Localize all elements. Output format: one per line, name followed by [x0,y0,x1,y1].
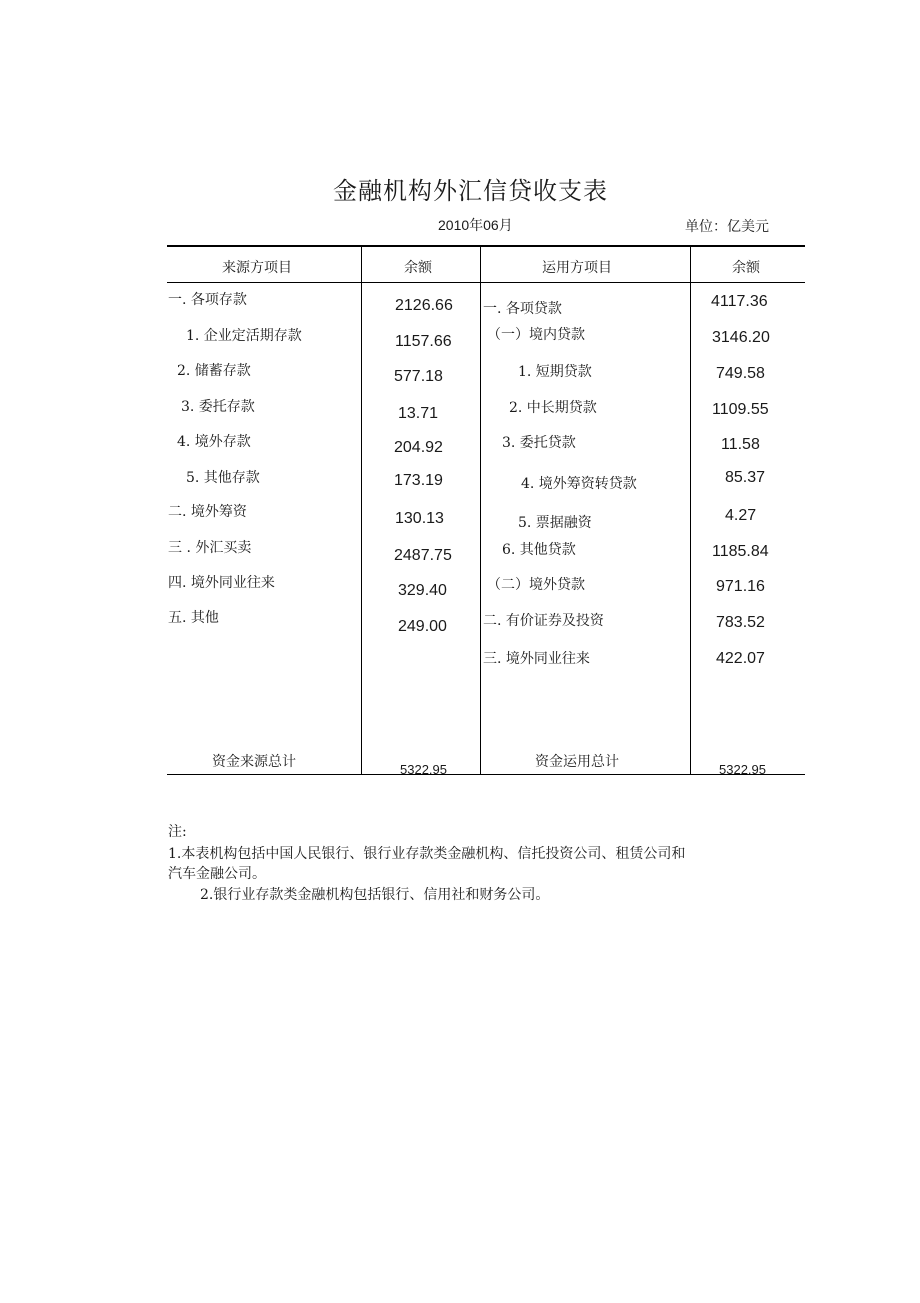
header-source-item: 来源方项目 [222,260,292,276]
source-item-label: 四. 境外同业往来 [168,575,275,591]
use-item-value: 749.58 [716,365,765,382]
header-source-balance: 余额 [404,260,432,276]
column-divider-2 [480,246,481,775]
use-item-label: 二. 有价证券及投资 [483,613,604,629]
use-item-value: 3146.20 [712,329,770,346]
use-item-label: 5. 票据融资 [518,515,592,531]
source-item-value: 13.71 [398,405,439,422]
note-line-2: 汽车金融公司。 [168,866,266,882]
source-total-value: 5322.95 [400,762,447,777]
table-bottom-rule [167,774,805,775]
source-item-label: 3. 委托存款 [181,399,255,415]
source-item-label: 五. 其他 [168,610,219,626]
column-divider-1 [361,246,362,775]
source-total-label: 资金来源总计 [212,754,296,770]
use-item-label: 一. 各项贷款 [483,301,562,317]
use-item-value: 783.52 [716,614,765,631]
report-date: 2010年06月 [438,217,513,233]
source-item-label: 2. 储蓄存款 [177,363,251,379]
table-top-rule [167,245,805,247]
header-use-balance: 余额 [732,260,760,276]
use-item-value: 4117.36 [711,293,768,310]
source-item-value: 1157.66 [395,333,452,350]
column-divider-3 [690,246,691,775]
use-item-label: （二）境外贷款 [487,577,585,593]
source-item-label: 二. 境外筹资 [168,504,247,520]
use-item-value: 1109.55 [712,401,769,418]
use-item-value: 85.37 [725,469,766,486]
source-item-value: 2126.66 [395,297,453,314]
use-total-value: 5322.95 [719,762,766,777]
note-line-3: 2.银行业存款类金融机构包括银行、信用社和财务公司。 [200,887,550,903]
source-item-label: 一. 各项存款 [168,292,247,308]
source-item-value: 130.13 [395,510,444,527]
source-item-value: 577.18 [394,368,443,385]
use-item-label: 6. 其他贷款 [502,542,576,558]
page-title: 金融机构外汇信贷收支表 [333,177,608,205]
use-item-label: 三. 境外同业往来 [483,651,590,667]
note-line-1: 1.本表机构包括中国人民银行、银行业存款类金融机构、信托投资公司、租赁公司和 [168,846,686,862]
source-item-value: 204.92 [394,439,443,456]
use-item-label: 1. 短期贷款 [518,364,592,380]
use-item-label: 2. 中长期贷款 [509,400,597,416]
use-total-label: 资金运用总计 [535,754,619,770]
use-item-value: 422.07 [716,650,765,667]
source-item-label: 4. 境外存款 [177,434,251,450]
source-item-label: 1. 企业定活期存款 [186,328,302,344]
source-item-value: 2487.75 [394,547,452,564]
header-rule [167,282,805,283]
source-item-value: 249.00 [398,618,447,635]
unit-label: 单位：亿美元 [685,219,769,235]
source-item-label: 三 . 外汇买卖 [168,540,252,556]
use-item-label: 4. 境外筹资转贷款 [521,476,637,492]
notes-heading: 注: [168,824,187,840]
use-item-label: 3. 委托贷款 [502,435,576,451]
header-use-item: 运用方项目 [542,260,612,276]
use-item-value: 4.27 [725,507,757,524]
source-item-label: 5. 其他存款 [186,470,260,486]
use-item-label: （一）境内贷款 [487,327,585,343]
source-item-value: 173.19 [394,472,443,489]
use-item-value: 1185.84 [712,543,769,560]
source-item-value: 329.40 [398,582,447,599]
use-item-value: 11.58 [721,436,760,453]
use-item-value: 971.16 [716,578,765,595]
